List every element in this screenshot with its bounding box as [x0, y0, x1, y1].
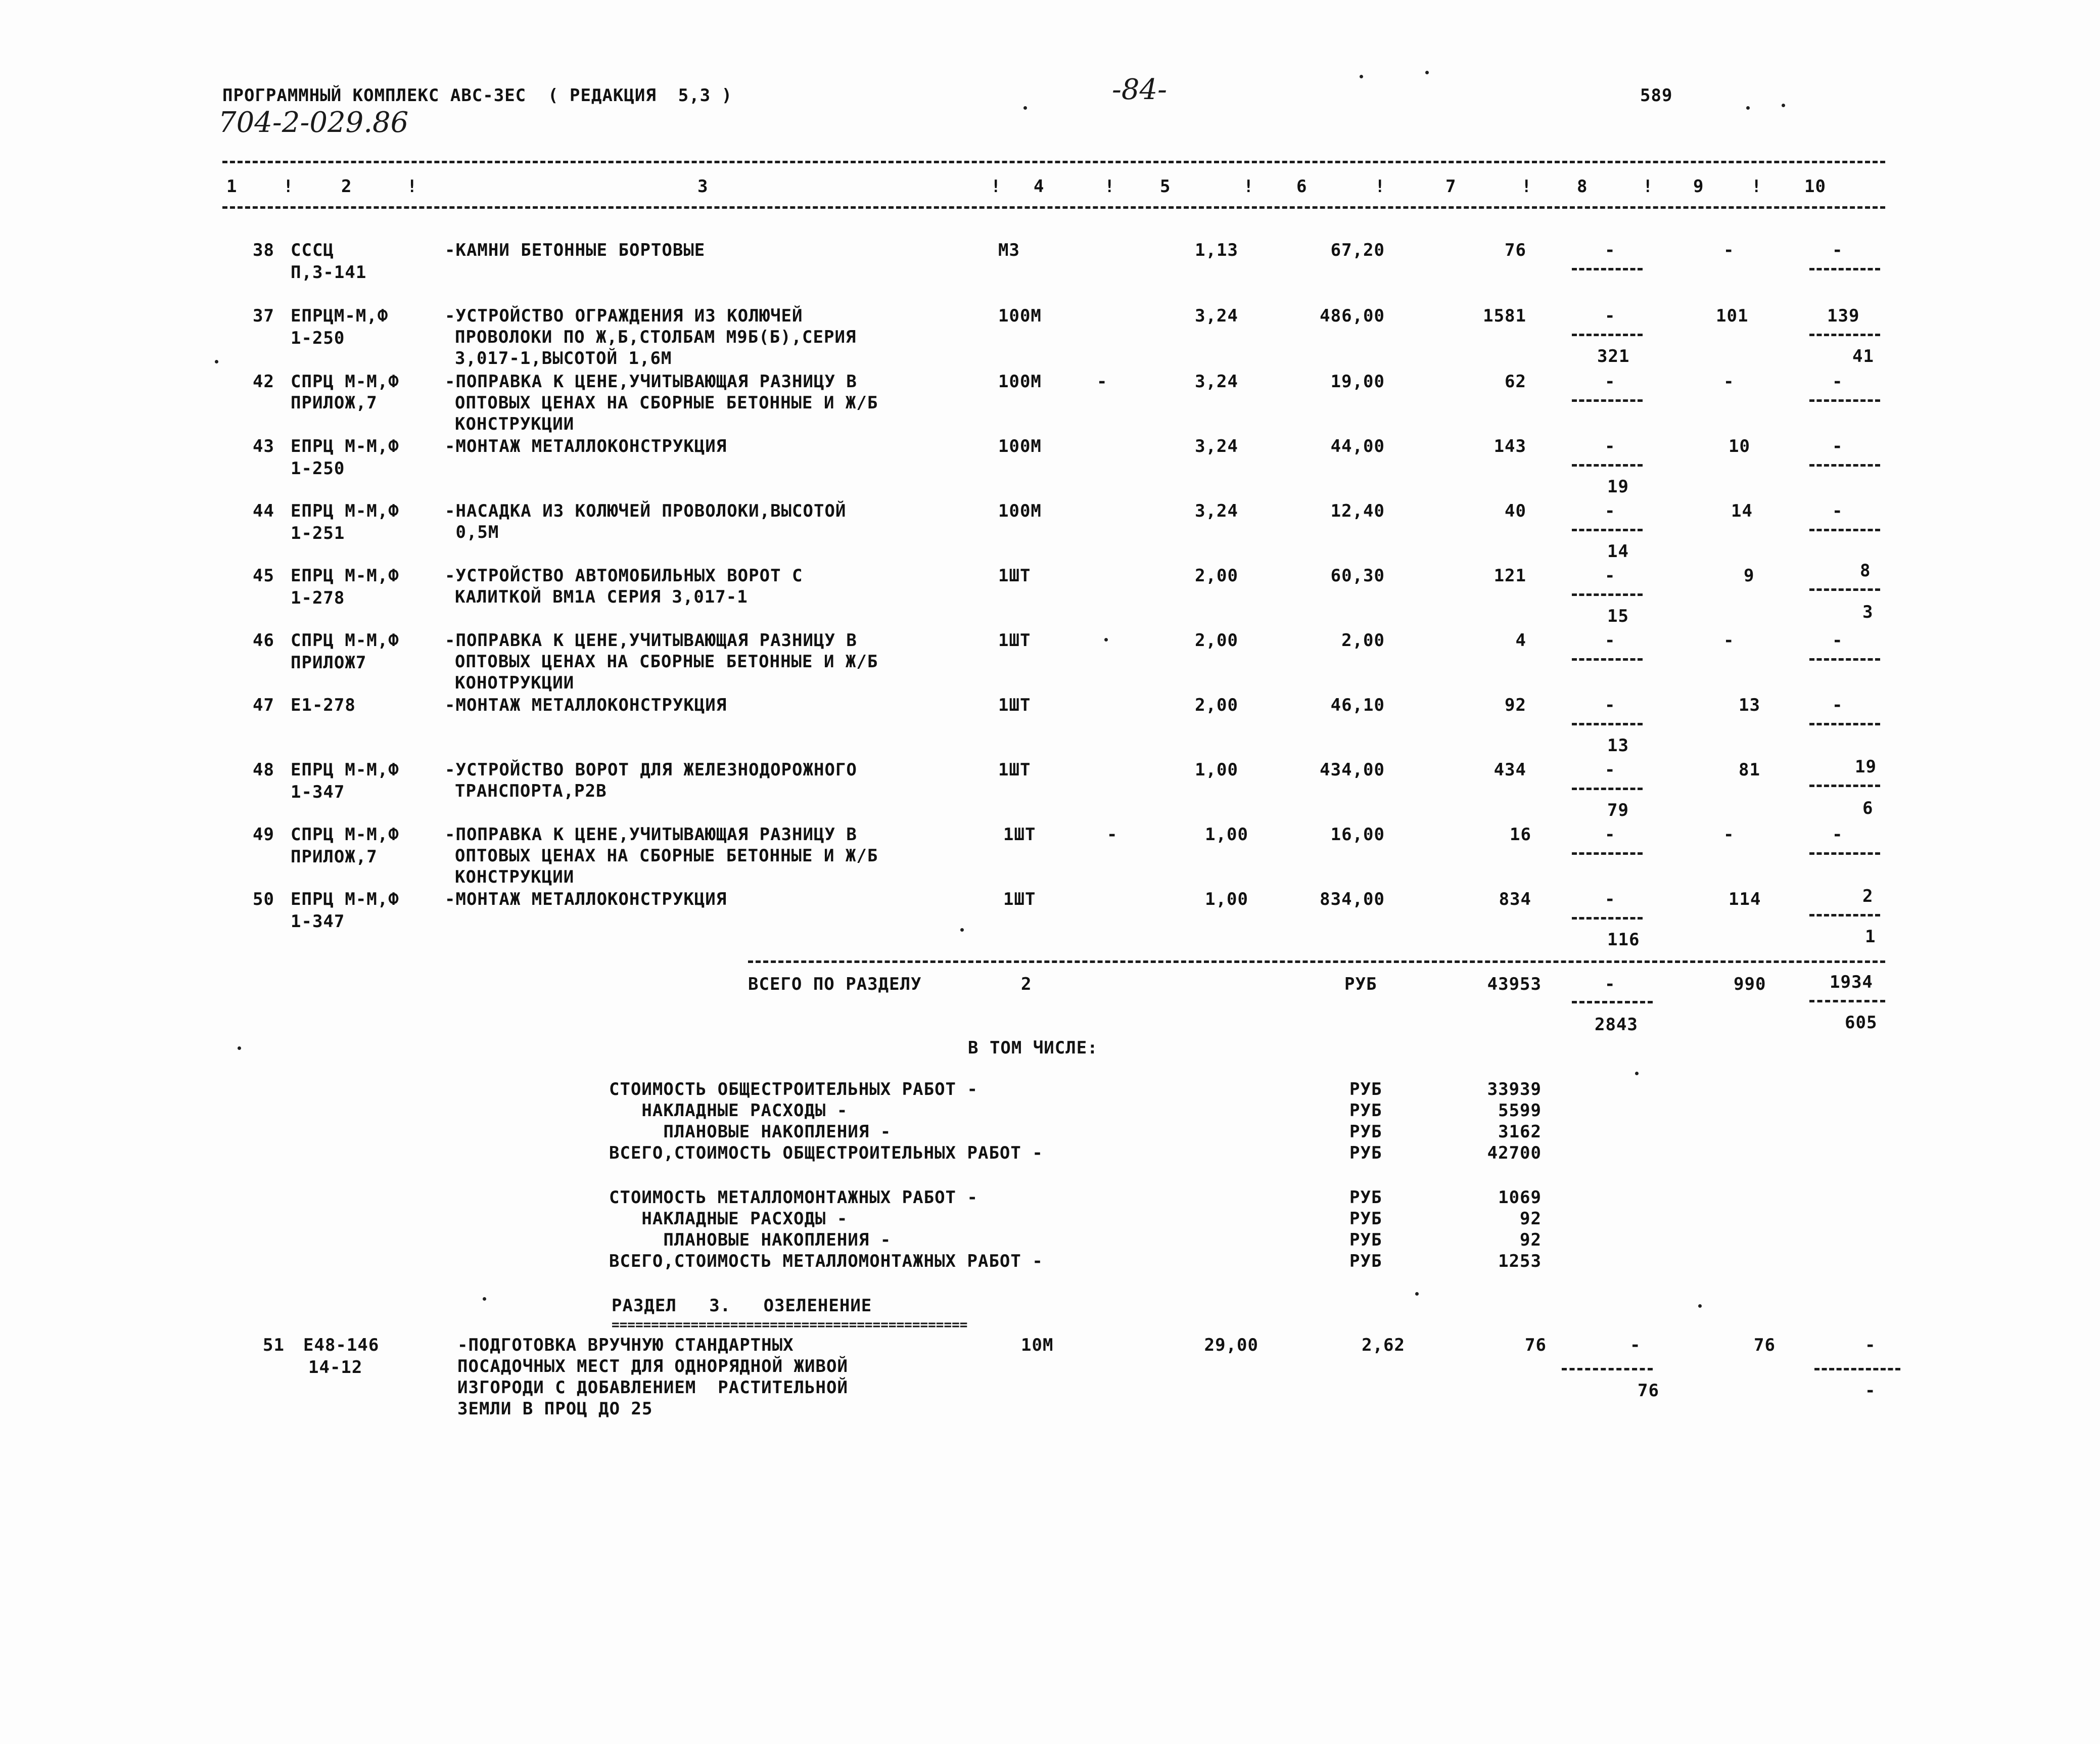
row-description: ОПТОВЫХ ЦЕНАХ НА СБОРНЫЕ БЕТОННЫЕ И Ж/Б — [455, 846, 878, 866]
row-price: 834,00 — [1320, 889, 1385, 909]
breakdown-currency: РУБ — [1349, 1122, 1382, 1142]
row-col8: - — [1630, 1335, 1641, 1355]
breakdown-currency: РУБ — [1349, 1100, 1382, 1121]
row-col10: - — [1832, 824, 1843, 845]
row-description: -УСТРОЙСТВО ВОРОТ ДЛЯ ЖЕЛЕЗНОДОРОЖНОГО — [445, 760, 857, 780]
section-heading-rule: ============================================= — [612, 1317, 968, 1333]
row-number: 38 — [253, 240, 274, 260]
row-col10: 8 — [1860, 561, 1871, 581]
row-quantity: 2,00 — [1195, 630, 1238, 651]
row-col10: 19 — [1855, 757, 1877, 777]
row-description: КОНСТРУКЦИИ — [455, 414, 575, 434]
breakdown-value: 1253 — [1498, 1251, 1542, 1271]
row-description: КОНСТРУКЦИИ — [455, 867, 575, 887]
row-col9: - — [1723, 824, 1735, 845]
row-code: СССЦ — [291, 240, 334, 260]
row-col8: - — [1605, 566, 1616, 586]
breakdown-label: СТОИМОСТЬ ОБЩЕСТРОИТЕЛЬНЫХ РАБОТ - — [609, 1079, 978, 1099]
row-code: Е1-278 — [291, 695, 356, 715]
row-quantity: 29,00 — [1204, 1335, 1258, 1355]
row-number: 50 — [253, 889, 274, 909]
row-total: 121 — [1494, 566, 1526, 586]
row-unit: 100М — [998, 306, 1042, 326]
row-code: П,3-141 — [291, 262, 367, 283]
row-unit: 100М — [998, 436, 1042, 456]
scan-speckle — [1635, 1072, 1639, 1075]
row-col10: - — [1865, 1335, 1876, 1355]
row-unit: 100М — [998, 372, 1042, 392]
column-header-7: 7 — [1445, 176, 1457, 197]
row-col10: 2 — [1862, 886, 1874, 906]
breakdown-value: 42700 — [1487, 1143, 1542, 1163]
row-code: ЕПРЦМ-М,Ф — [291, 306, 389, 326]
section-total-col8: - — [1605, 974, 1616, 994]
section-total-value: 43953 — [1487, 974, 1542, 994]
row-total: 16 — [1510, 824, 1531, 845]
row-price: 19,00 — [1330, 372, 1385, 392]
row-description: -ПОПРАВКА К ЦЕНЕ,УЧИТЫВАЮЩАЯ РАЗНИЦУ В — [445, 824, 857, 845]
section-total-currency: РУБ — [1344, 974, 1377, 994]
section-total-rule — [748, 960, 1885, 963]
program-title: ПРОГРАММНЫЙ КОМПЛЕКС АВС-ЗЕС ( РЕДАКЦИЯ 5,3 ) — [222, 85, 733, 106]
row-col10: - — [1832, 695, 1843, 715]
breakdown-currency: РУБ — [1349, 1251, 1382, 1271]
doc-number-handwritten: 704-2-029.86 — [218, 106, 409, 139]
breakdown-currency: РУБ — [1349, 1079, 1382, 1099]
row-col9: 81 — [1739, 760, 1760, 780]
breakdown-label: СТОИМОСТЬ МЕТАЛЛОМОНТАЖНЫХ РАБОТ - — [609, 1187, 978, 1208]
row-total: 143 — [1494, 436, 1526, 456]
row-col9: - — [1723, 630, 1735, 651]
row-code: СПРЦ М-М,Ф — [291, 372, 399, 392]
row-col8: - — [1605, 436, 1616, 456]
row-number: 45 — [253, 566, 274, 586]
row-col8: - — [1605, 824, 1616, 845]
page-counter: 589 — [1640, 85, 1673, 106]
row-code: СПРЦ М-М,Ф — [291, 630, 399, 651]
row-total: 62 — [1505, 372, 1526, 392]
row-code: 1-347 — [291, 782, 345, 802]
row-unit: 10М — [1021, 1335, 1054, 1355]
row-col8: - — [1605, 695, 1616, 715]
row-total: 40 — [1505, 501, 1526, 521]
row-description: ПОСАДОЧНЫХ МЕСТ ДЛЯ ОДНОРЯДНОЙ ЖИВОЙ — [457, 1356, 848, 1376]
section-total-label: ВСЕГО ПО РАЗДЕЛУ — [748, 974, 922, 994]
row-unit: 1ШТ — [998, 566, 1031, 586]
row-quantity: 3,24 — [1195, 501, 1238, 521]
row-code: 1-278 — [291, 588, 345, 608]
header-rule-top — [222, 161, 1885, 163]
row-description: ЗЕМЛИ В ПРОЦ ДО 25 — [457, 1399, 653, 1419]
row-col10-sub: - — [1865, 1381, 1876, 1401]
row-description: -МОНТАЖ МЕТАЛЛОКОНСТРУКЦИЯ — [445, 436, 727, 456]
row-quantity: 2,00 — [1195, 566, 1238, 586]
row-description: ТРАНСПОРТА,Р2В — [455, 781, 607, 801]
row-code: ПРИЛОЖ,7 — [291, 847, 378, 867]
section-number: 2 — [1021, 974, 1032, 994]
row-col10-sub: 1 — [1865, 927, 1876, 947]
breakdown-value: 92 — [1520, 1230, 1542, 1250]
row-col10: - — [1832, 436, 1843, 456]
row-code: ПРИЛОЖ7 — [291, 653, 367, 673]
row-quantity: 1,13 — [1195, 240, 1238, 260]
row-code: ЕПРЦ М-М,Ф — [291, 436, 399, 456]
row-price: 12,40 — [1330, 501, 1385, 521]
row-code: ЕПРЦ М-М,Ф — [291, 501, 399, 521]
row-code: 1-347 — [291, 911, 345, 932]
row-price: 486,00 — [1320, 306, 1385, 326]
row-col8: - — [1605, 889, 1616, 909]
row-quantity: 3,24 — [1195, 372, 1238, 392]
row-number: 48 — [253, 760, 274, 780]
scan-speckle — [483, 1297, 486, 1301]
row-unit: М3 — [998, 240, 1020, 260]
scan-speckle — [960, 928, 964, 932]
row-col10: - — [1832, 372, 1843, 392]
row-total: 4 — [1515, 630, 1526, 651]
scan-speckle — [1415, 1292, 1419, 1296]
breakdown-label: НАКЛАДНЫЕ РАСХОДЫ - — [609, 1209, 848, 1229]
row-unit: 1ШТ — [1003, 889, 1036, 909]
row-unit: 1ШТ — [998, 695, 1031, 715]
breakdown-value: 5599 — [1498, 1100, 1542, 1121]
row-price: 46,10 — [1330, 695, 1385, 715]
row-number: 51 — [263, 1335, 285, 1355]
row-col9: 76 — [1754, 1335, 1776, 1355]
header-rule-bottom — [222, 206, 1885, 209]
row-col9: 14 — [1731, 501, 1753, 521]
row-col9: - — [1723, 240, 1735, 260]
row-description: ОПТОВЫХ ЦЕНАХ НА СБОРНЫЕ БЕТОННЫЕ И Ж/Б — [455, 652, 878, 672]
row-code: 1-250 — [291, 458, 345, 479]
row-code: ЕПРЦ М-М,Ф — [291, 889, 399, 909]
row-quantity: 2,00 — [1195, 695, 1238, 715]
row-description: ОПТОВЫХ ЦЕНАХ НА СБОРНЫЕ БЕТОННЫЕ И Ж/Б — [455, 393, 878, 413]
row-number: 37 — [253, 306, 274, 326]
row-unit: 1ШТ — [998, 760, 1031, 780]
row-col9: 13 — [1739, 695, 1760, 715]
row-col9: 101 — [1716, 306, 1749, 326]
scan-speckle — [215, 360, 218, 363]
row-description: ПРОВОЛОКИ ПО Ж,Б,СТОЛБАМ М9Б(Б),СЕРИЯ — [455, 327, 857, 347]
scan-speckle — [1360, 75, 1363, 78]
row-price: 44,00 — [1330, 436, 1385, 456]
row-description: -МОНТАЖ МЕТАЛЛОКОНСТРУКЦИЯ — [445, 695, 727, 715]
row-total: 834 — [1499, 889, 1531, 909]
column-header-5: 5 — [1160, 176, 1171, 197]
row-unit: 100М — [998, 501, 1042, 521]
row-description: 0,5М — [445, 522, 499, 542]
column-header-3: 3 — [697, 176, 709, 197]
breakdown-label: ВСЕГО,СТОИМОСТЬ МЕТАЛЛОМОНТАЖНЫХ РАБОТ - — [609, 1251, 1043, 1271]
scan-speckle — [1782, 104, 1785, 107]
column-header-1: 1 — [226, 176, 238, 197]
row-quantity: 1,00 — [1195, 760, 1238, 780]
row-code: 14-12 — [308, 1357, 363, 1378]
row-number: 46 — [253, 630, 274, 651]
breakdown-currency: РУБ — [1349, 1230, 1382, 1250]
row-col8: - — [1605, 760, 1616, 780]
row-price: 67,20 — [1330, 240, 1385, 260]
breakdown-currency: РУБ — [1349, 1187, 1382, 1208]
row-col10: - — [1832, 630, 1843, 651]
row-code: ПРИЛОЖ,7 — [291, 393, 378, 413]
row-col9: 9 — [1744, 566, 1755, 586]
row-unit: 1ШТ — [1003, 824, 1036, 845]
row-col8: - — [1605, 501, 1616, 521]
row-description: -ПОПРАВКА К ЦЕНЕ,УЧИТЫВАЮЩАЯ РАЗНИЦУ В — [445, 372, 857, 392]
row-total: 1581 — [1483, 306, 1526, 326]
row-col10: 139 — [1827, 306, 1860, 326]
row-code: 1-250 — [291, 328, 345, 348]
row-description: 3,017-1,ВЫСОТОЙ 1,6М — [455, 348, 672, 369]
row-description: -НАСАДКА ИЗ КОЛЮЧЕЙ ПРОВОЛОКИ,ВЫСОТОЙ — [445, 501, 847, 521]
row-col10-sub: 41 — [1852, 346, 1874, 366]
column-header-2: 2 — [341, 176, 352, 197]
row-number: 47 — [253, 695, 274, 715]
row-number: 49 — [253, 824, 274, 845]
row-description: КОНОТРУКЦИИ — [455, 673, 575, 693]
row-unit: 1ШТ — [998, 630, 1031, 651]
row-col8-sub: 116 — [1607, 930, 1640, 950]
section-heading: РАЗДЕЛ 3. ОЗЕЛЕНЕНИЕ — [612, 1296, 872, 1316]
row-total: 76 — [1525, 1335, 1547, 1355]
row-col8: - — [1605, 630, 1616, 651]
row-price: 16,00 — [1330, 824, 1385, 845]
row-description: ИЗГОРОДИ С ДОБАВЛЕНИЕМ РАСТИТЕЛЬНОЙ — [457, 1378, 848, 1398]
scan-speckle — [1023, 106, 1027, 110]
row-col8-sub: 321 — [1597, 346, 1630, 366]
row-number: 42 — [253, 372, 274, 392]
row-col8-sub: 15 — [1607, 606, 1629, 626]
row-description: -УСТРОЙСТВО АВТОМОБИЛЬНЫХ ВОРОТ С — [445, 566, 803, 586]
row-col8-sub: 76 — [1638, 1381, 1659, 1401]
breakdown-currency: РУБ — [1349, 1143, 1382, 1163]
breakdown-currency: РУБ — [1349, 1209, 1382, 1229]
row-quantity: 1,00 — [1205, 824, 1248, 845]
row-col10-sub: 6 — [1862, 798, 1874, 818]
row-code: ЕПРЦ М-М,Ф — [291, 760, 399, 780]
scan-speckle — [238, 1046, 241, 1050]
row-number: 44 — [253, 501, 274, 521]
row-col8-sub: 19 — [1607, 477, 1629, 497]
row-number: 43 — [253, 436, 274, 456]
row-description: -МОНТАЖ МЕТАЛЛОКОНСТРУКЦИЯ — [445, 889, 727, 909]
row-col8: - — [1605, 372, 1616, 392]
row-quantity: 3,24 — [1195, 306, 1238, 326]
column-header-4: 4 — [1034, 176, 1045, 197]
row-description: -УСТРОЙСТВО ОГРАЖДЕНИЯ ИЗ КОЛЮЧЕЙ — [445, 306, 803, 326]
row-col9: 114 — [1729, 889, 1761, 909]
breakdown-label: ПЛАНОВЫЕ НАКОПЛЕНИЯ - — [609, 1230, 892, 1250]
row-description: -ПОПРАВКА К ЦЕНЕ,УЧИТЫВАЮЩАЯ РАЗНИЦУ В — [445, 630, 857, 651]
breakdown-value: 92 — [1520, 1209, 1542, 1229]
row-col9: 10 — [1729, 436, 1750, 456]
breakdown-label: НАКЛАДНЫЕ РАСХОДЫ - — [609, 1100, 848, 1121]
column-header-6: 6 — [1296, 176, 1308, 197]
row-col8-sub: 13 — [1607, 736, 1629, 756]
row-col9: - — [1723, 372, 1735, 392]
row-quantity: 1,00 — [1205, 889, 1248, 909]
row-total: 76 — [1505, 240, 1526, 260]
scan-speckle — [1746, 106, 1750, 110]
breakdown-value: 3162 — [1498, 1122, 1542, 1142]
row-total: 434 — [1494, 760, 1526, 780]
row-col10: - — [1832, 240, 1843, 260]
breakdown-value: 1069 — [1498, 1187, 1542, 1208]
including-label: В ТОМ ЧИСЛЕ: — [968, 1038, 1098, 1058]
row-col10-sub: 3 — [1862, 602, 1874, 622]
row-col8-sub: 79 — [1607, 800, 1629, 820]
row-description: КАЛИТКОЙ ВМ1А СЕРИЯ 3,017-1 — [455, 587, 748, 607]
row-col8-sub: 14 — [1607, 541, 1629, 562]
scan-speckle — [1698, 1304, 1702, 1308]
row-price: 2,62 — [1362, 1335, 1405, 1355]
row-price: 2,00 — [1341, 630, 1385, 651]
row-description: -ПОДГОТОВКА ВРУЧНУЮ СТАНДАРТНЫХ — [457, 1335, 794, 1355]
row-code: 1-251 — [291, 523, 345, 543]
row-code: ЕПРЦ М-М,Ф — [291, 566, 399, 586]
column-header-9: 9 — [1693, 176, 1704, 197]
row-col10: - — [1832, 501, 1843, 521]
section-total-col9: 990 — [1734, 974, 1766, 994]
breakdown-label: ПЛАНОВЫЕ НАКОПЛЕНИЯ - — [609, 1122, 892, 1142]
row-quantity: 3,24 — [1195, 436, 1238, 456]
scan-speckle — [1425, 71, 1429, 74]
row-col8: - — [1605, 240, 1616, 260]
section-total-col8-sub: 2843 — [1595, 1015, 1638, 1035]
row-code: СПРЦ М-М,Ф — [291, 824, 399, 845]
row-code: Е48-146 — [303, 1335, 380, 1355]
document-page: ПРОГРАММНЫЙ КОМПЛЕКС АВС-ЗЕС ( РЕДАКЦИЯ 5,3 ) 704-2-029.86 -84- 589 1 2 3 4 5 6 7 8 9 10 ! ! ! ! ! ! ! ! ! 38 СССЦ П,3-141 -КАМНИ БЕТОННЫЕ БОРТОВЫЕ М3 1,13 67,20 76 - - - 37 ЕПРЦМ-М,Ф 1-250 -УСТРОЙСТВО ОГРАЖДЕНИЯ ИЗ КОЛЮЧЕЙ ПРОВОЛОКИ ПО Ж,Б,СТОЛБАМ М9Б(Б),СЕРИЯ 3,017-1,ВЫСОТОЙ 1,6М 100М 3,24 486,00 1581 - 321 101 139 41 42 СПРЦ М-М,Ф ПРИЛОЖ,7 -ПОПРАВКА К ЦЕНЕ,УЧИТЫВАЮЩАЯ РАЗНИЦУ В ОПТОВЫХ ЦЕНАХ НА СБОРНЫЕ БЕТОННЫЕ И Ж/Б КОНСТРУКЦИИ 100М - 3,24 19,00 62 - - - 43 ЕПРЦ М-М,Ф 1-250 -МОНТАЖ МЕТАЛЛОКОНСТРУКЦИЯ 100М 3,24 44,00 143 - 19 10 - 44 ЕПРЦ М-М,Ф 1-251 -НАСАДКА ИЗ КОЛЮЧЕЙ ПРОВОЛОКИ,ВЫСОТОЙ 0,5М 100М 3,24 12,40 40 - 14 14 - 45 ЕПРЦ М-М,Ф 1-278 -УСТРОЙСТВО АВТОМОБИЛЬНЫХ ВОРОТ С КАЛИТКОЙ ВМ1А СЕРИЯ 3,017-1 1ШТ 2,00 60,30 121 - 15 9 8 3 46 СПРЦ М-М,Ф ПРИЛОЖ7 -ПОПРАВКА К ЦЕНЕ,УЧИТЫВАЮЩАЯ РАЗНИЦУ В ОПТОВЫХ ЦЕНАХ НА СБОРНЫЕ БЕТОННЫЕ И Ж/Б КОНОТРУКЦИИ 1ШТ 2,00 2,00 4 - - - 47 Е1-278 -МОНТАЖ МЕТАЛЛОКОНСТРУКЦИЯ 1ШТ 2,00 46,10 92 - 13 13 - 48 ЕПРЦ М-М,Ф 1-347 -УСТРОЙСТВО ВОРОТ ДЛЯ ЖЕЛЕЗНОДОРОЖНОГО ТРАНСПОРТА,Р2В 1ШТ 1,00 434,00 434 - 79 81 19 6 49 СПРЦ М-М,Ф ПРИЛОЖ,7 -ПОПРАВКА К ЦЕНЕ,УЧИТЫВАЮЩАЯ РАЗНИЦУ В ОПТОВЫХ ЦЕНАХ НА СБОРНЫЕ БЕТОННЫЕ И Ж/Б КОНСТРУКЦИИ 1ШТ - 1,00 16,00 16 - - - 50 ЕПРЦ М-М,Ф 1-347 -МОНТАЖ МЕТАЛЛОКОНСТРУКЦИЯ 1ШТ 1,00 834,00 834 - 116 114 2 1 ВСЕГО ПО РАЗДЕЛУ 2 РУБ 43953 - 2843 990 1934 605 В ТОМ ЧИСЛЕ: СТОИМОСТЬ ОБЩЕСТРОИТЕЛЬНЫХ РАБОТ - РУБ 33939 НАКЛАДНЫЕ РАСХОДЫ - РУБ 5599 ПЛАНОВЫЕ НАКОПЛЕНИЯ - РУБ 3162 ВСЕГО,СТОИМОСТЬ ОБЩЕСТРОИТЕЛЬНЫХ РАБОТ - РУБ 42700 СТОИМОСТЬ МЕТАЛЛОМОНТАЖНЫХ РАБОТ - РУБ 1069 НАКЛАДНЫЕ РАСХОДЫ - РУБ 92 ПЛАНОВЫЕ НАКОПЛЕНИЯ - РУБ 92 ВСЕГО,СТОИМОСТЬ МЕТАЛЛОМОНТАЖНЫХ РАБОТ - РУБ 1253 РАЗДЕЛ 3. ОЗЕЛЕНЕНИЕ ============================================= 51 Е48-146 14-12 -ПОДГОТОВКА ВРУЧНУЮ СТАНДАРТНЫХ ПОСАДОЧНЫХ МЕСТ ДЛЯ ОДНОРЯДНОЙ ЖИВОЙ ИЗГОРОДИ С ДОБАВЛЕНИЕМ РАСТИТЕЛЬНОЙ ЗЕМЛИ В ПРОЦ ДО 25 10М 29,00 2,62 76 - 76 76 - - — [0, 0, 2100, 1744]
breakdown-value: 33939 — [1487, 1079, 1542, 1099]
breakdown-label: ВСЕГО,СТОИМОСТЬ ОБЩЕСТРОИТЕЛЬНЫХ РАБОТ - — [609, 1143, 1043, 1163]
row-description: -КАМНИ БЕТОННЫЕ БОРТОВЫЕ — [445, 240, 706, 260]
row-total: 92 — [1505, 695, 1526, 715]
column-header-10: 10 — [1804, 176, 1826, 197]
row-col8: - — [1605, 306, 1616, 326]
section-total-col10: 1934 — [1830, 972, 1873, 992]
page-number-handwritten: -84- — [1112, 73, 1168, 106]
row-price: 60,30 — [1330, 566, 1385, 586]
section-total-col10-sub: 605 — [1845, 1013, 1878, 1033]
column-header-8: 8 — [1577, 176, 1588, 197]
row-price: 434,00 — [1320, 760, 1385, 780]
